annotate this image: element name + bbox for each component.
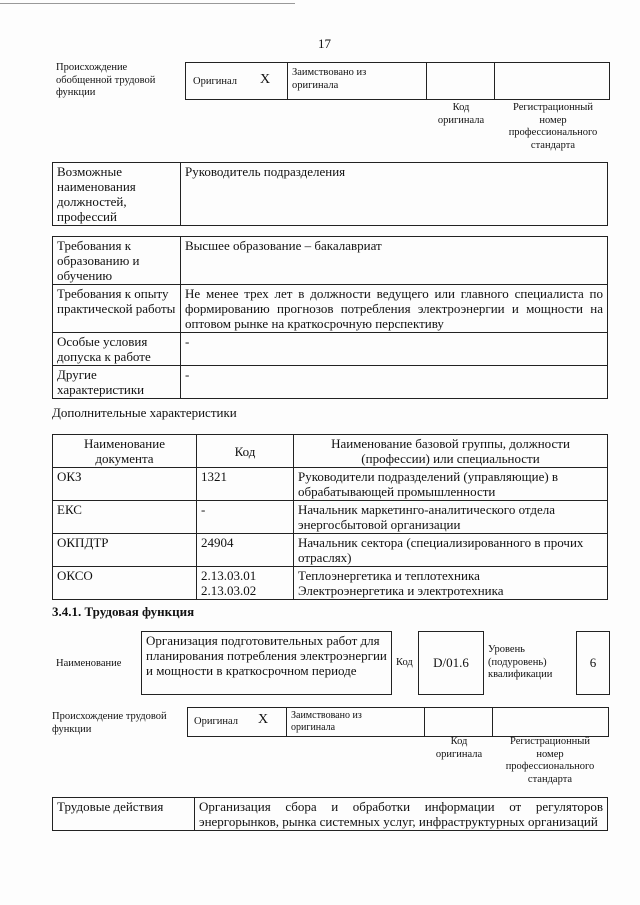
additional-cell-doc: ОКПДТР bbox=[53, 534, 197, 567]
experience-value: Не менее трех лет в должности ведущего или главного специалиста по формированию прогнозов потребления электроэнергии и мощности на оптовом рынке на краткосрочную перспективу bbox=[181, 285, 608, 333]
labor-code-value: D/01.6 bbox=[418, 631, 484, 695]
additional-cell-code: 1321 bbox=[197, 468, 294, 501]
additional-cell-doc: ЕКС bbox=[53, 501, 197, 534]
page-number: 17 bbox=[318, 36, 331, 51]
requirements-table bbox=[52, 236, 608, 399]
origin-general-divider-1 bbox=[287, 62, 288, 99]
origin-labor-code-label: Код оригинала bbox=[435, 736, 483, 760]
additional-header-name: Наименование базовой группы, должности (профессии) или специальности bbox=[294, 435, 608, 468]
top-edge-line bbox=[0, 3, 295, 4]
origin-general-borrowed: Заимствовано из оригинала bbox=[292, 67, 367, 91]
origin-labor-divider-3 bbox=[492, 707, 493, 736]
access-label: Особые условия допуска к работе bbox=[53, 333, 181, 366]
additional-cell-code: 2.13.03.01 2.13.03.02 bbox=[197, 567, 294, 600]
table-row bbox=[53, 501, 608, 534]
access-value: - bbox=[181, 333, 608, 366]
additional-header-code: Код bbox=[197, 435, 294, 468]
origin-general-divider-3 bbox=[494, 62, 495, 99]
origin-labor-divider-2 bbox=[424, 707, 425, 736]
additional-cell-doc: ОКЗ bbox=[53, 468, 197, 501]
labor-code-label: Код bbox=[396, 657, 413, 668]
actions-table bbox=[52, 797, 608, 831]
origin-general-original: Оригинал bbox=[193, 76, 237, 87]
additional-cell-name: Начальник сектора (специализированного в прочих отраслях) bbox=[294, 534, 608, 567]
additional-cell-name: Теплоэнергетика и теплотехника Электроэнергетика и электротехника bbox=[294, 567, 608, 600]
additional-cell-doc: ОКСО bbox=[53, 567, 197, 600]
labor-name-label: Наименование bbox=[56, 658, 122, 669]
origin-general-mark: X bbox=[260, 72, 271, 87]
table-row bbox=[53, 534, 608, 567]
origin-labor-original: Оригинал bbox=[194, 716, 238, 727]
additional-cell-name: Руководители подразделений (управляющие) в обрабатывающей промышленности bbox=[294, 468, 608, 501]
positions-label: Возможные наименования должностей, профессий bbox=[53, 163, 181, 226]
origin-labor-label: Происхождение трудовой функции bbox=[52, 711, 167, 735]
education-value: Высшее образование – бакалавриат bbox=[181, 237, 608, 285]
actions-value: Организация сбора и обработки информации от регуляторов энергорынков, рынка системных услуг, инфраструктурных организаций bbox=[195, 798, 608, 831]
actions-label: Трудовые действия bbox=[53, 798, 195, 831]
additional-cell-code: - bbox=[197, 501, 294, 534]
additional-header-doc: Наименование документа bbox=[53, 435, 197, 468]
additional-cell-name: Начальник маркетинго-аналитического отдела энергосбытовой организации bbox=[294, 501, 608, 534]
labor-level-value: 6 bbox=[576, 631, 610, 695]
section-heading: 3.4.1. Трудовая функция bbox=[52, 604, 195, 619]
origin-general-label: Происхождение обобщенной трудовой функции bbox=[56, 62, 156, 98]
additional-table bbox=[52, 434, 608, 600]
education-label: Требования к образованию и обучению bbox=[53, 237, 181, 285]
origin-labor-divider-1 bbox=[286, 707, 287, 736]
origin-labor-box bbox=[187, 707, 609, 737]
experience-label: Требования к опыту практической работы bbox=[53, 285, 181, 333]
additional-cell-code: 24904 bbox=[197, 534, 294, 567]
positions-table bbox=[52, 162, 608, 226]
additional-heading: Дополнительные характеристики bbox=[52, 405, 237, 420]
table-row bbox=[53, 567, 608, 600]
other-value: - bbox=[181, 366, 608, 399]
origin-general-reg-label: Регистрационный номер профессионального стандарта bbox=[508, 102, 598, 151]
other-label: Другие характеристики bbox=[53, 366, 181, 399]
labor-level-label: Уровень (подуровень) квалификации bbox=[488, 644, 553, 680]
origin-general-box bbox=[185, 62, 610, 100]
origin-labor-borrowed: Заимствовано из оригинала bbox=[291, 710, 362, 733]
positions-value: Руководитель подразделения bbox=[181, 163, 608, 226]
origin-general-divider-2 bbox=[426, 62, 427, 99]
table-row bbox=[53, 468, 608, 501]
origin-labor-reg-label: Регистрационный номер профессионального стандарта bbox=[505, 736, 595, 785]
origin-labor-mark: X bbox=[258, 712, 269, 727]
labor-name-value: Организация подготовительных работ для планирования потребления электроэнергии и мощности в краткосрочном периоде bbox=[141, 631, 392, 695]
origin-general-code-label: Код оригинала bbox=[437, 102, 485, 126]
